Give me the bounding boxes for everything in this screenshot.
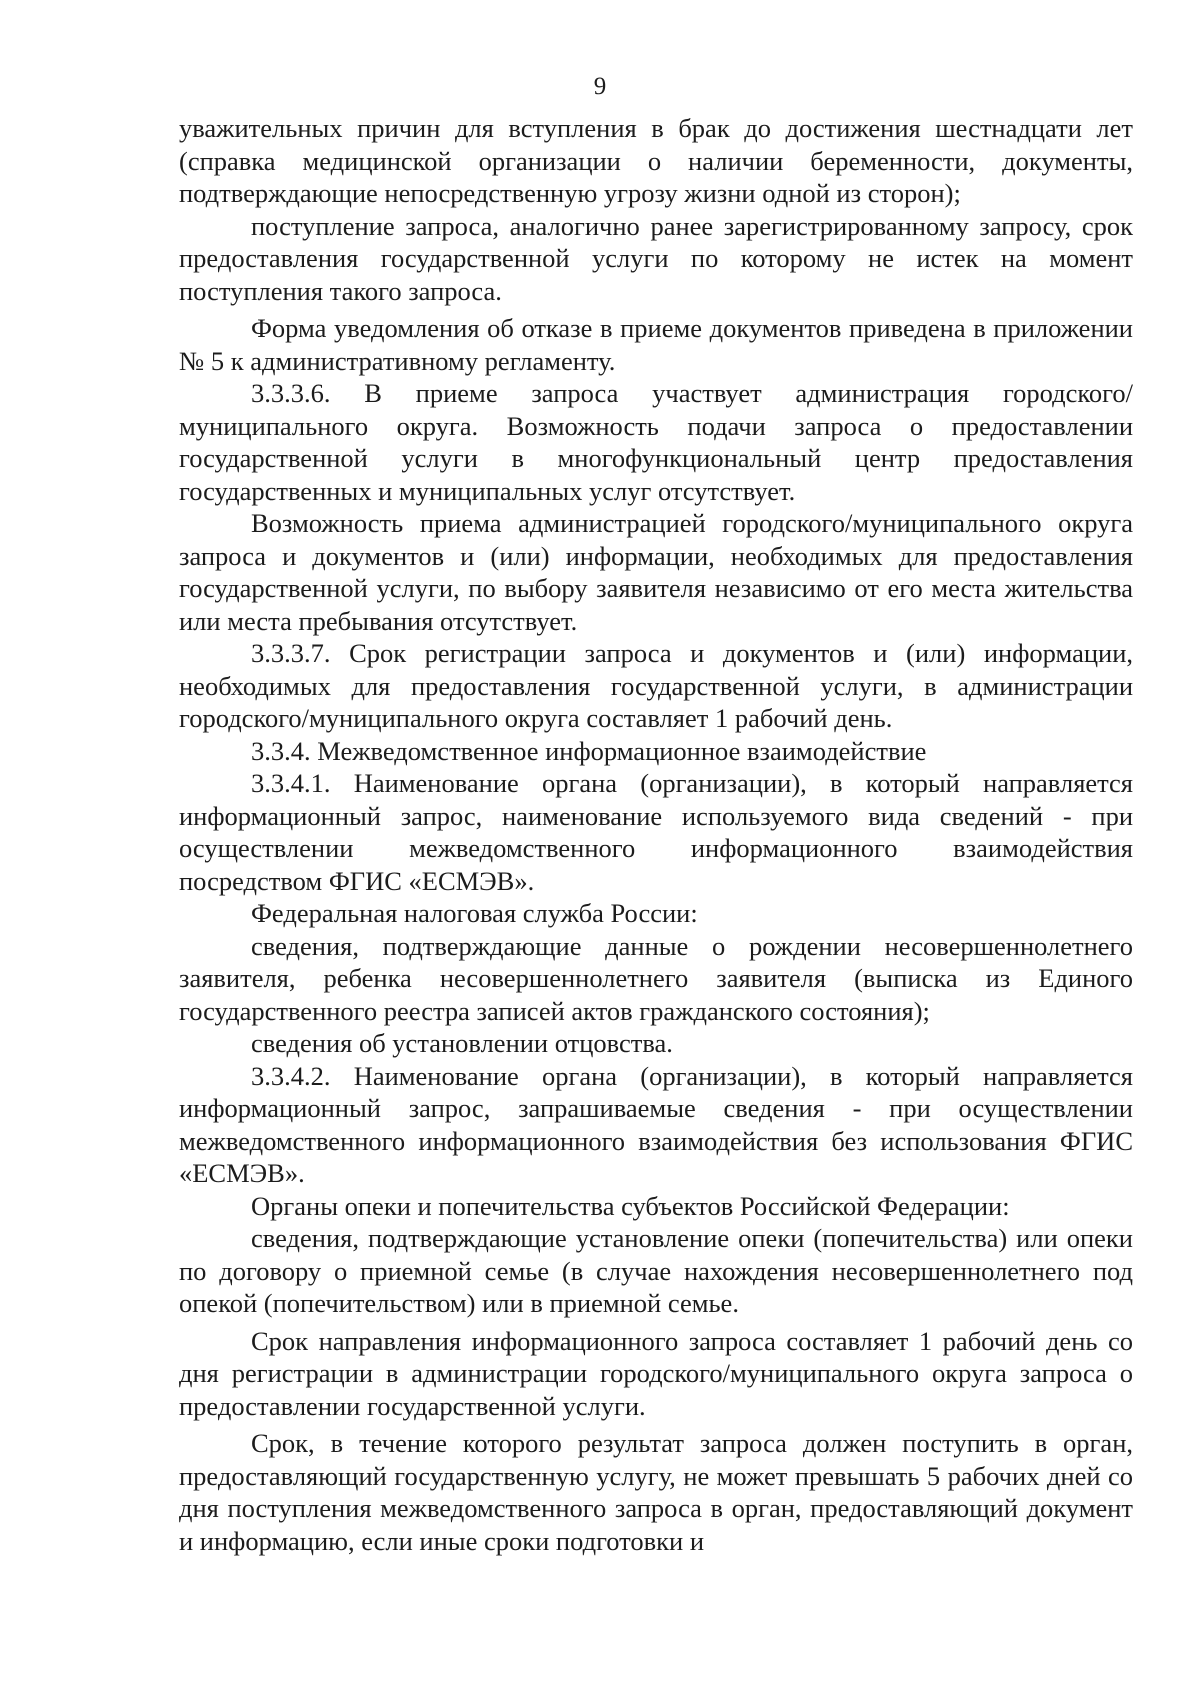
- paragraph: сведения, подтверждающие данные о рождении несовершеннолетнего заявителя, ребенка несовершеннолетнего заявителя (выписка из Единого государственного реестра записей актов гражданского состояния);: [179, 930, 1133, 1026]
- paragraph: 3.3.3.7. Срок регистрации запроса и документов и (или) информации, необходимых для предоставления государственной услуги, в администрации городского/муниципального округа составляет 1 рабочий день.: [179, 638, 1133, 733]
- paragraph: Возможность приема администрацией городского/муниципального округа запроса и документов и (или) информации, необходимых для предоставления государственной услуги, по выбору заявителя независимо от его места жительства или места пребывания отсутствует.: [179, 508, 1133, 636]
- paragraph: 3.3.4.2. Наименование органа (организации), в который направляется информационный запрос, запрашиваемые сведения - при осуществлении межведомственного информационного взаимодействия без использования ФГИС «ЕСМЭВ».: [179, 1060, 1133, 1188]
- document-body: [179, 112, 1133, 1557]
- paragraph: Федеральная налоговая служба России:: [251, 898, 698, 928]
- paragraph: 3.3.4.1. Наименование органа (организации), в который направляется информационный запрос, наименование используемого вида сведений - при осуществлении межведомственного информационного взаимодействия посредством ФГИС «ЕСМЭВ».: [179, 768, 1133, 896]
- paragraph: Срок направления информационного запроса составляет 1 рабочий день со дня регистрации в администрации городского/муниципального округа запроса о предоставлении государственной услуги.: [179, 1325, 1133, 1421]
- paragraph: уважительных причин для вступления в брак до достижения шестнадцати лет (справка медицинской организации о наличии беременности, документы, подтверждающие непосредственную угрозу жизни одной из сторон);: [179, 113, 1133, 208]
- paragraph: сведения об установлении отцовства.: [251, 1028, 673, 1058]
- paragraph: Форма уведомления об отказе в приеме документов приведена в приложении № 5 к административному регламенту.: [179, 313, 1133, 376]
- paragraph: поступление запроса, аналогично ранее зарегистрированному запросу, срок предоставления государственной услуги по которому не истек на момент поступления такого запроса.: [179, 210, 1133, 306]
- paragraph: Срок, в течение которого результат запроса должен поступить в орган, предоставляющий государственную услугу, не может превышать 5 рабочих дней со дня поступления межведомственного запроса в орган, предоставляющий документ и информацию, если иные сроки подготовки и: [179, 1428, 1133, 1556]
- page-number: 9: [593, 73, 607, 100]
- paragraph: 3.3.3.6. В приеме запроса участвует администрация городского/муниципального округа. Возможность подачи запроса о предоставлении государственной услуги в многофункциональный центр предоставления государственных и муниципальных услуг отсутствует.: [179, 378, 1133, 506]
- section-heading: 3.3.4. Межведомственное информационное взаимодействие: [251, 735, 927, 766]
- paragraph: сведения, подтверждающие установление опеки (попечительства) или опеки по договору о приемной семье (в случае нахождения несовершеннолетнего под опекой (попечительством) или в приемной семье.: [179, 1223, 1133, 1318]
- paragraph: Органы опеки и попечительства субъектов Российской Федерации:: [251, 1190, 1010, 1221]
